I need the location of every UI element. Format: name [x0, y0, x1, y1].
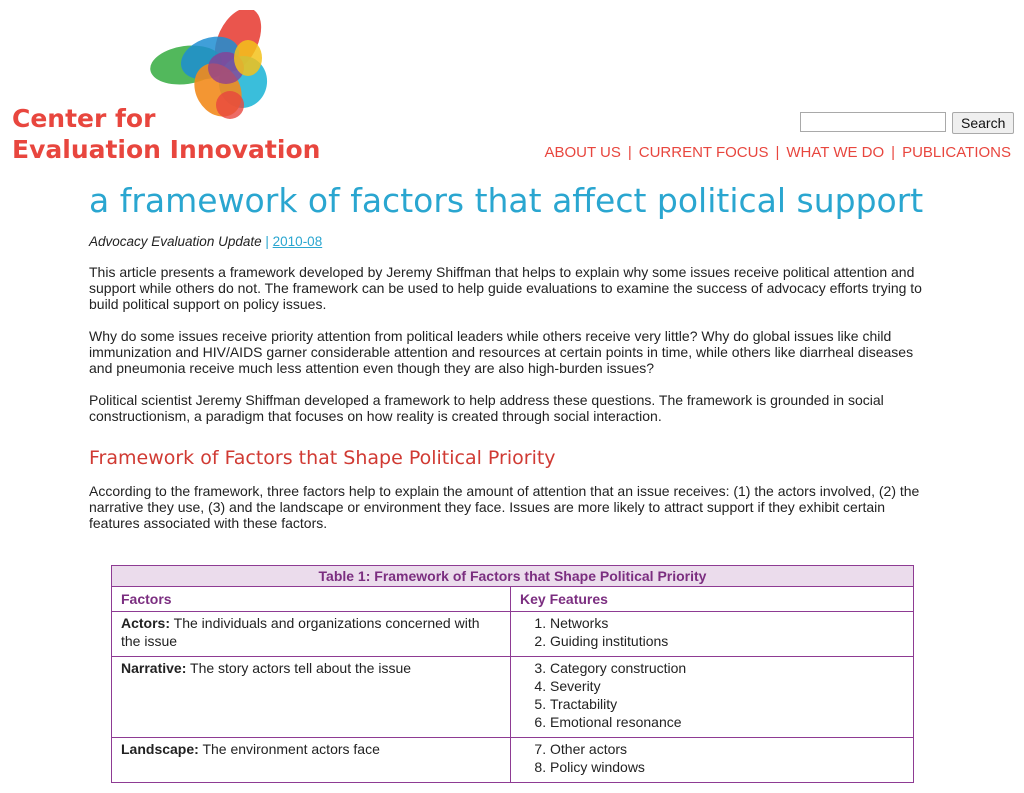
article-source: Advocacy Evaluation Update — [89, 234, 262, 249]
factor-name: Landscape: — [121, 741, 199, 757]
feature-item: 1. Networks — [550, 614, 904, 632]
table-caption-row — [112, 566, 914, 587]
feature-item: 3. Category construction — [550, 659, 904, 677]
factor-cell — [112, 612, 511, 657]
factor-name: Narrative: — [121, 660, 187, 676]
nav-what-we-do[interactable]: WHAT WE DO — [786, 144, 885, 161]
features-cell — [511, 657, 914, 738]
features-cell — [511, 738, 914, 783]
nav-separator: | — [627, 144, 632, 161]
factor-description: The environment actors face — [198, 741, 380, 757]
framework-table — [111, 565, 914, 783]
flower-logo-icon — [148, 10, 274, 125]
features-cell — [511, 612, 914, 657]
column-header-key-features: Key Features — [511, 587, 914, 612]
nav-separator: | — [891, 144, 896, 161]
feature-list — [520, 614, 904, 650]
main-nav — [544, 144, 1011, 161]
article-content — [89, 178, 929, 531]
article-date-link[interactable]: 2010-08 — [272, 234, 323, 249]
factor-cell — [112, 738, 511, 783]
factor-description: The individuals and organizations concerned with the issue — [121, 615, 480, 649]
feature-item: 5. Tractability — [550, 695, 904, 713]
table-row — [112, 738, 914, 783]
nav-about-us[interactable]: ABOUT US — [544, 144, 621, 161]
feature-item: 8. Policy windows — [550, 758, 904, 776]
table-row — [112, 612, 914, 657]
column-header-factors: Factors — [112, 587, 511, 612]
table-caption: Table 1: Framework of Factors that Shape Political Priority — [112, 566, 914, 587]
feature-item: 7. Other actors — [550, 740, 904, 758]
factor-description: The story actors tell about the issue — [186, 660, 412, 676]
factor-name: Actors: — [121, 615, 171, 631]
factor-cell — [112, 657, 511, 738]
framework-paragraph: According to the framework, three factors help to explain the amount of attention that an issue receives: (1) the actors involved, (2) the narrative they use, (3) and the landscape or environment they face. Issues are more likely to attract support if they exhibit certain features associated with these factors. — [89, 483, 920, 531]
section-heading: Framework of Factors that Shape Political Priority — [89, 447, 556, 469]
feature-item: 4. Severity — [550, 677, 904, 695]
question-paragraph: Why do some issues receive priority attention from political leaders while others receive very little? Why do global issues like child immunization and HIV/AIDS garner considerable attention and resources at certain points in time, while others like diarrheal diseases and pneumonia receive much less attention even though they are also high-burden issues? — [89, 328, 914, 376]
feature-list — [520, 740, 904, 776]
page-title: a framework of factors that affect political support — [89, 181, 924, 220]
table-header-row — [112, 587, 914, 612]
search-form — [800, 112, 1014, 134]
logo-text-line2: Evaluation Innovation — [12, 135, 321, 164]
nav-publications[interactable]: PUBLICATIONS — [902, 144, 1011, 161]
search-input[interactable] — [800, 112, 946, 132]
article-meta — [89, 234, 929, 249]
intro-paragraph: This article presents a framework developed by Jeremy Shiffman that helps to explain why some issues receive political attention and support while others do not. The framework can be used to help guide evaluations to examine the success of advocacy efforts trying to build political support on policy issues. — [89, 264, 922, 312]
meta-separator: | — [265, 234, 269, 249]
table-row — [112, 657, 914, 738]
site-logo[interactable] — [12, 10, 322, 170]
nav-current-focus[interactable]: CURRENT FOCUS — [638, 144, 769, 161]
logo-text-line1: Center for — [12, 104, 156, 133]
feature-item: 6. Emotional resonance — [550, 713, 904, 731]
search-button[interactable]: Search — [952, 112, 1014, 134]
nav-separator: | — [775, 144, 780, 161]
shiffman-paragraph: Political scientist Jeremy Shiffman developed a framework to help address these questions. The framework is grounded in social constructionism, a paradigm that focuses on how reality is created through social interaction. — [89, 392, 884, 424]
feature-item: 2. Guiding institutions — [550, 632, 904, 650]
feature-list — [520, 659, 904, 731]
